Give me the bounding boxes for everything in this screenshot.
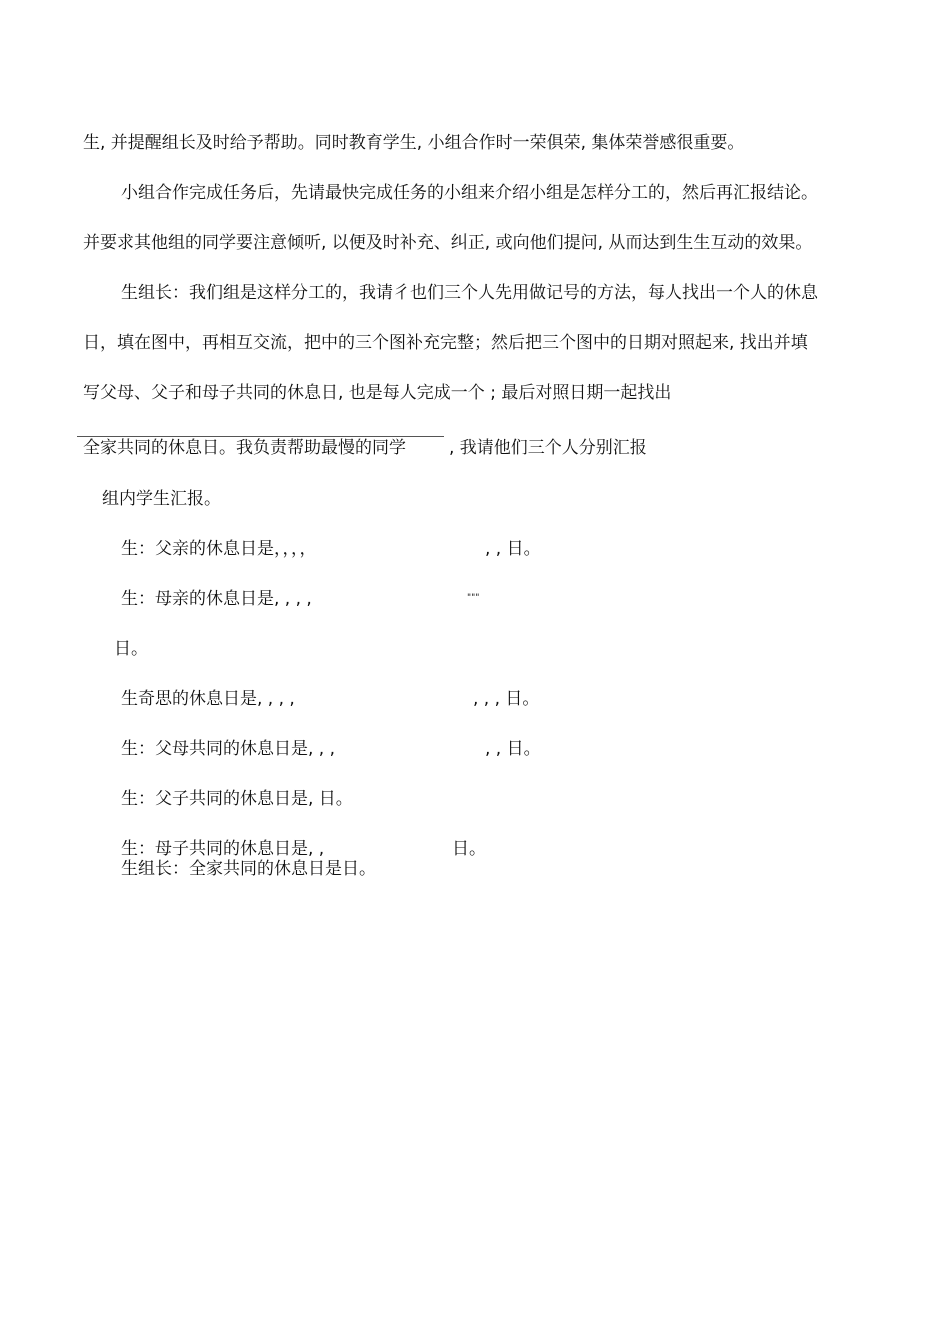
report-qisi-text: 生奇思的休息日是, , , , xyxy=(121,689,295,709)
report-mother-son-end: 日。 xyxy=(452,839,486,859)
report-mother-end: 日。 xyxy=(114,639,148,659)
report-father-end: , , 日。 xyxy=(485,539,541,559)
paragraph-line-6: 写父母、父子和母子共同的休息日, 也是每人完成一个 ; 最后对照日期一起找出 xyxy=(83,383,672,403)
paragraph-line-7-part-1: 全家共同的休息日。我负责帮助最慢的同学 xyxy=(83,438,406,458)
report-mother-son-text: 生：母子共同的休息日是, , xyxy=(121,839,325,859)
paragraph-line-7 xyxy=(83,440,683,460)
horizontal-rule xyxy=(77,436,444,437)
paragraph-line-7-part-2: , 我请他们三个人分别汇报 xyxy=(449,438,647,458)
report-qisi-end: , , , 日。 xyxy=(473,689,540,709)
report-family-line: 生组长：全家共同的休息日是日。 xyxy=(121,859,376,879)
report-parents-end: , , 日。 xyxy=(485,739,541,759)
report-mother-line xyxy=(121,591,541,611)
paragraph-line-2: 小组合作完成任务后，先请最快完成任务的小组来介绍小组是怎样分工的，然后再汇报结论。 xyxy=(121,183,818,203)
report-mother-mark: """ xyxy=(467,593,480,603)
paragraph-line-1: 生, 并提醒组长及时给予帮助。同时教育学生, 小组合作时一荣俱荣, 集体荣誉感很重要。 xyxy=(83,133,745,153)
report-father-line xyxy=(121,541,541,561)
group-report-heading: 组内学生汇报。 xyxy=(102,489,221,509)
report-mother-text: 生：母亲的休息日是, , , , xyxy=(121,589,312,609)
paragraph-line-4: 生组长：我们组是这样分工的，我请彳也们三个人先用做记号的方法，每人找出一个人的休息 xyxy=(121,283,818,303)
paragraph-line-5: 日，填在图中，再相互交流，把中的三个图补充完整；然后把三个图中的日期对照起来, 找出并填 xyxy=(83,333,808,353)
report-father-son-line: 生：父子共同的休息日是, 日。 xyxy=(121,789,353,809)
paragraph-line-3: 并要求其他组的同学要注意倾听, 以便及时补充、纠正, 或向他们提问, 从而达到生生互动的效果。 xyxy=(83,233,813,253)
report-parents-text: 生：父母共同的休息日是, , , xyxy=(121,739,336,759)
report-parents-line xyxy=(121,741,541,761)
report-father-text: 生：父亲的休息日是，，，， xyxy=(121,539,317,559)
report-mother-son-line xyxy=(121,841,541,861)
report-qisi-line xyxy=(121,691,541,711)
